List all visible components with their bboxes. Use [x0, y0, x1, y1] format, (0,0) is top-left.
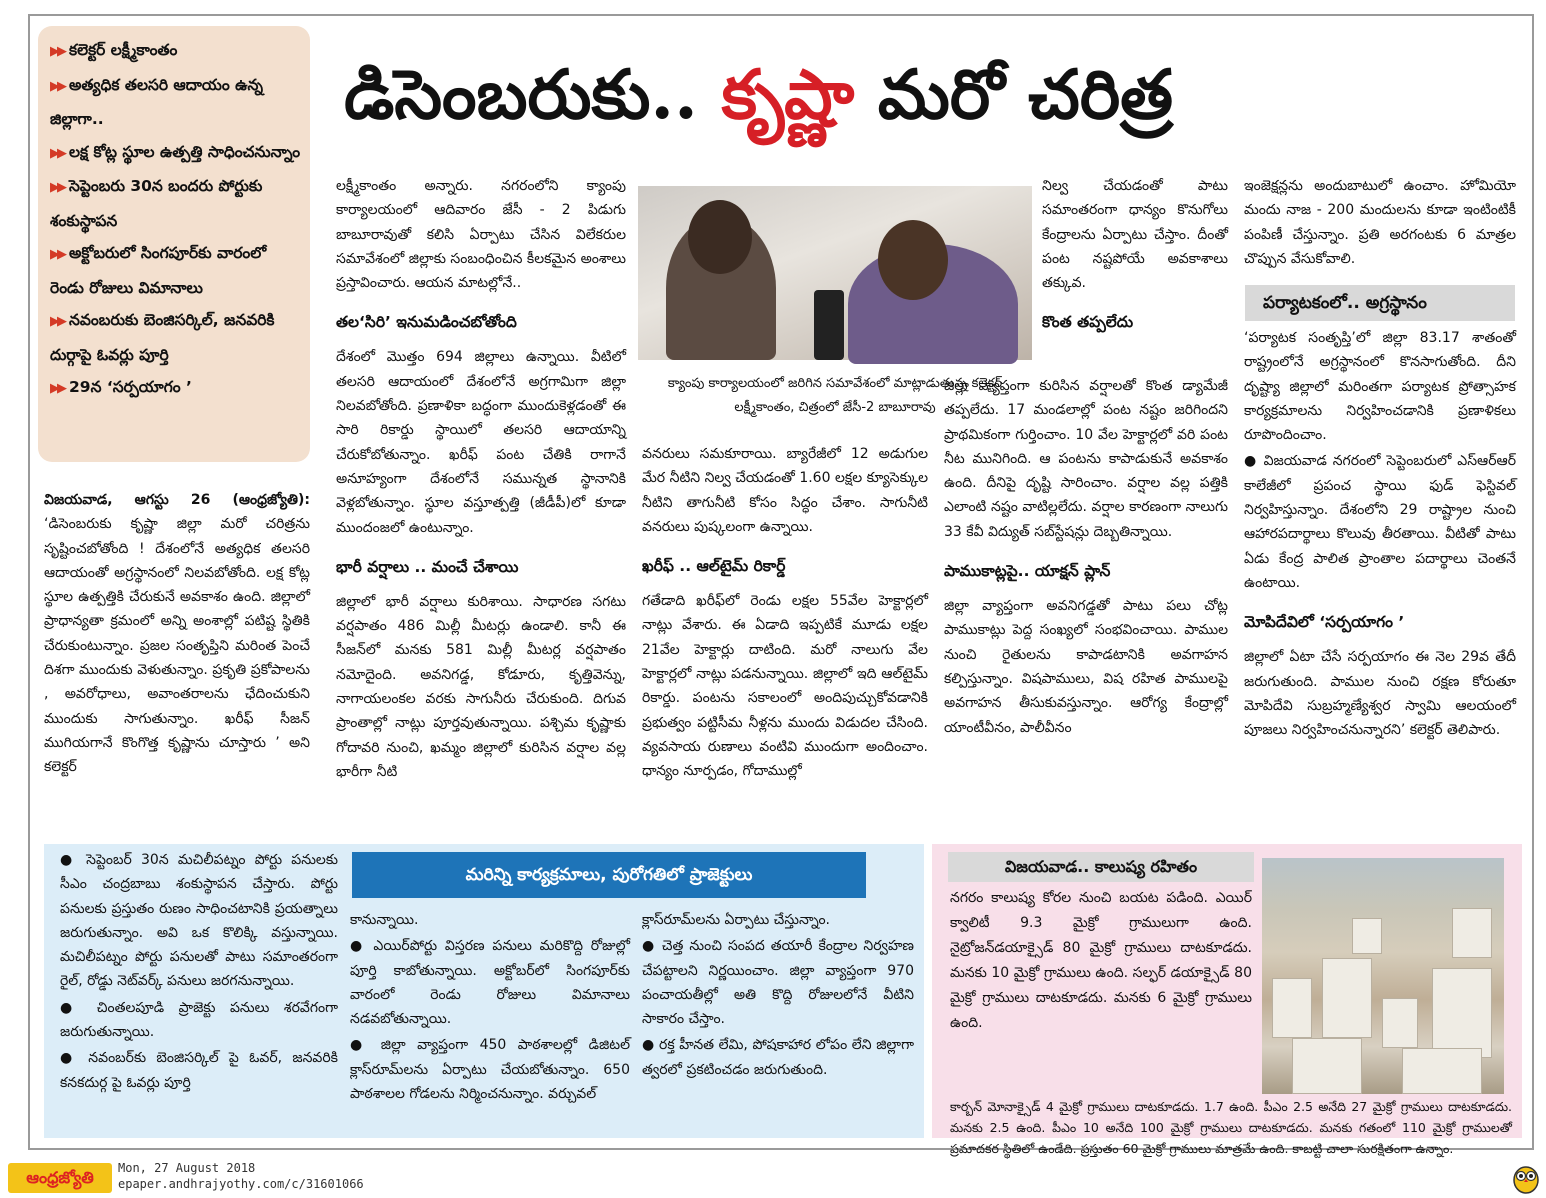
- project-item: కానున్నాయి.: [350, 912, 419, 928]
- article-text: వనరులు సమకూరాయి. బ్యారేజీలో 12 అడుగుల మేర నీటిని నిల్వ చేయడంతో 1.60 లక్షల క్యూసెక్కుల నీటిని తాగునీటి కోసం సిద్ధం చేశాం. సాగునీటి వనరులు పుష్కలంగా ఉన్నాయి.: [642, 446, 928, 535]
- edition-date: Mon, 27 August 2018: [118, 1161, 256, 1175]
- article-text: గతేడాది ఖరీఫ్‌లో రెండు లక్షల 55వేల హెక్టార్లలో నాట్లు వేశారు. ఈ ఏడాది ఇప్పటికే మూడు లక్షల 21వేల హెక్టార్లు దాటింది. మరో నాలుగు వేల హెక్టార్లలో నాట్లు పడనున్నాయి. జిల్లాలో ఇది ఆల్‌టైమ్ రికార్డు. పంటను సకాలంలో అందిపుచ్చుకోవడానికి ప్రభుత్వం పట్టిసీమ నీళ్లను ముందు విడుదల చేసింది. వ్యవసాయ రుణాలు వంటివి ముందుగా అందించాం. ధాన్యం నూర్పడం, గోదాముల్లో: [642, 593, 928, 780]
- pollution-text-narrow: నగరం కాలుష్య కోరల నుంచి బయట పడింది. ఎయిర్ క్వాలిటీ 9.3 మైక్రో గ్రాములుగా ఉంది. నైట్రోజన్‌డయాక్సైడ్ 80 మైక్రో గ్రాములు దాటకూడదు. మనకు 10 మైక్రో గ్రాములు ఉంది. సల్ఫర్ డయాక్సైడ్ 80 మైక్రో గ్రాములు దాటకూడదు. మనకు 6 మైక్రో గ్రాములు ఉంది.: [950, 890, 1252, 1031]
- highlight-item: ▶▶ నవంబరుకు బెంజిసర్కిల్, జనవరికి దుర్గాపై ఓవర్లు పూర్తి: [50, 311, 275, 364]
- article-text: జిల్లా వ్యాప్తంగా కురిసిన వర్షాలతో కొంత డ్యామేజీ తప్పలేదు. 17 మండలాల్లో పంట నష్టం జరిగిందని ప్రాథమికంగా గుర్తించాం. 10 వేల హెక్టార్లలో వరి పంట నీట మునిగింది. ఆ పంటను కాపాడుకునే అవకాశం ఉంది. దీనిపై దృష్టి సారించాం. వర్షాల వల్ల పత్తికి ఎలాంటి నష్టం వాటిల్లలేదు. వర్షాల కారణంగా నాలుగు 33 కేవీ విద్యుత్ సబ్‌స్టేషన్లు దెబ్బతిన్నాయి.: [944, 378, 1228, 540]
- project-item: క్లాస్‌రూమ్‌లను ఏర్పాటు చేస్తున్నాం.: [642, 912, 830, 928]
- article-column-5-top: [1244, 174, 1516, 278]
- projects-column-1: [60, 848, 338, 1132]
- project-item: ● చెత్త నుంచి సంపద తయారీ కేంద్రాల నిర్వహణ చేపట్టాలని నిర్ణయించాం. జిల్లా వ్యాప్తంగా 970 పంచాయతీల్లో అతి కొద్ది రోజులలోనే వీటిని సాకారం చేస్తాం.: [642, 938, 914, 1028]
- article-text: నిల్వ చేయడంతో పాటు సమాంతరంగా ధాన్యం కొనుగోలు కేంద్రాలను ఏర్పాటు చేస్తాం. దీంతో పంట నష్టపోయే అవకాశాలు తక్కువ.: [1042, 178, 1228, 292]
- projects-column-2: [350, 908, 630, 1134]
- project-item: ● నవంబర్‌కు బెంజిసర్కిల్ పై ఓవర్, జనవరికి కనకదుర్గ పై ఓవర్లు పూర్తి: [60, 1050, 338, 1091]
- highlight-item: ▶▶ కలెక్టర్ లక్ష్మీకాంతం: [50, 41, 178, 59]
- article-column-4: [944, 374, 1228, 834]
- projects-column-3: [642, 908, 914, 1134]
- article-text: ‘పర్యాటక సంతృప్తి’లో జిల్లా 83.17 శాతంతో రాష్ట్రంలోనే అగ్రస్థానంలో కొనసాగుతోంది. దీని దృష్ట్యా జిల్లాలో మరింతగా పర్యాటక ప్రోత్సాహక కార్యక్రమాలను నిర్వహించడానికి ప్రణాళికలు రూపొందించాం.: [1244, 330, 1516, 444]
- epaper-link[interactable]: epaper.andhrajyothy.com/c/31601066: [118, 1177, 364, 1191]
- highlight-item: ▶▶ సెప్టెంబరు 30న బందరు పోర్టుకు శంకుస్థాపన: [50, 177, 263, 230]
- dateline: విజయవాడ, ఆగస్టు 26 (ఆంధ్రజ్యోతి):: [44, 492, 310, 508]
- city-skyline-photo: [1262, 858, 1504, 1094]
- highlight-item: ▶▶ లక్ష కోట్ల స్థూల ఉత్పత్తి సాధించనున్నాం: [50, 142, 301, 161]
- person-head: [688, 200, 752, 274]
- subheading: భారీ వర్షాలు .. మంచే చేశాయి: [336, 557, 519, 576]
- project-item: ● చింతలపూడి ప్రాజెక్టు పనులు శరవేగంగా జరుగుతున్నాయి.: [60, 999, 338, 1041]
- article-column-5: [1244, 326, 1516, 836]
- article-text: దేశంలో మొత్తం 694 జిల్లాలు ఉన్నాయి. వీటిలో తలసరి ఆదాయంలో దేశంలోనే అగ్రగామిగా జిల్లా నిలవబోతోంది. ప్రణాళికా బద్ధంగా ముందుకెళ్లడంతో ఈ సారి రికార్డు స్థాయిలో తలసరి ఆదాయాన్ని చేరుకోబోతున్నాం. ఖరీఫ్ పంట చేతికి రాగానే అనూహ్యంగా దేశంలోనే సమున్నత స్థానానికి వెళ్లబోతున్నాం. స్థూల వస్తూత్పత్తి (జీడీపీ)లో కూడా ముందంజలో ఉంటున్నాం.: [336, 349, 626, 536]
- photo-caption: క్యాంపు కార్యాలయంలో జరిగిన సమావేశంలో మాట్లాడుతున్న కలెక్టర్ లక్ష్మీకాంతం, చిత్రంలో జేసీ-2 బాబూరావు: [667, 376, 1003, 415]
- highlight-item: ▶▶ 29న ‘సర్పయాగం ’: [50, 378, 192, 396]
- double-arrow-icon: ▶▶: [50, 180, 64, 195]
- double-arrow-icon: ▶▶: [50, 78, 64, 94]
- project-item: ● రక్త హీనత లేమి, పోషకాహార లోపం లేని జిల్లాగా త్వరలో ప్రకటించడం జరుగుతుంది.: [642, 1037, 914, 1078]
- subheading: పాముకాట్లపై.. యాక్షన్ ప్లాన్: [944, 562, 1111, 581]
- double-arrow-icon: ▶▶: [50, 145, 64, 161]
- pollution-box-title: విజయవాడ.. కాలుష్య రహితం: [948, 852, 1254, 882]
- double-arrow-icon: ▶▶: [50, 381, 64, 396]
- person-head: [878, 220, 948, 300]
- subheading: ఖరీఫ్ .. ఆల్‌టైమ్ రికార్డ్: [642, 557, 786, 576]
- project-item: ● జిల్లా వ్యాప్తంగా 450 పాఠశాలల్లో డిజిటల్ క్లాస్‌రూమ్‌లను ఏర్పాటు చేయబోతున్నాం. 650 పాఠశాలల గోడలను నిర్మించనున్నాం. వర్చువల్: [350, 1037, 630, 1103]
- headline: డిసెంబరుకు.. కృష్ణా మరో చరిత్ర: [344, 55, 1174, 135]
- article-text: జిల్లాలో ఏటా చేసే సర్పయాగం ఈ నెల 29వ తేదీ జరుగుతుంది. పాముల నుంచి రక్షణ కోరుతూ మోపిదేవి సుబ్రహ్మణ్యేశ్వర స్వామి ఆలయంలో పూజలు నిర్వహించనున్నారని’ కలెక్టర్ తెలిపారు.: [1244, 649, 1516, 739]
- microphone: [814, 290, 844, 360]
- article-text: జిల్లాలో భారీ వర్షాలు కురిశాయి. సాధారణ సగటు వర్షపాతం 486 మిల్లీ మీటర్లు ఉండాలి. కానీ ఈ సీజన్‌లో మనకు 581 మిల్లీ మీటర్ల వర్షపాతం నమోదైంది. అవనిగడ్డ, కోడూరు, కృత్తివెన్ను, నాగాయలంకల వరకు సాగునీరు చేరుకుంది. దిగువ ప్రాంతాల్లో నాట్లు పూర్తవుతున్నాయి. పశ్చిమ కృష్ణాకు గోదావరి నుంచి, ఖమ్మం జిల్లాలో కురిసిన వర్షాల వల్ల భారీగా నీటి: [336, 593, 626, 780]
- subheading: తల‘సిరి’ ఇనుమడించబోతోంది: [336, 313, 517, 332]
- highlights-box: [38, 26, 310, 462]
- project-item: ● సెప్టెంబర్ 30న మచిలీపట్నం పోర్టు పనులకు సీఎం చంద్రబాబు శంకుస్థాపన చేస్తారు. పోర్టు పనులకు ప్రస్తుతం రుణం సాధించటానికి ప్రయత్నాలు జరుగుతున్నాం. అవి ఒక కొలిక్కి వస్తున్నాయి. మచిలీపట్నం పోర్టు పనులతో పాటు సమాంతరంగా రైల్, రోడ్డు నెట్‌వర్క్ పనులు జరగనున్నాయి.: [60, 852, 338, 990]
- pollution-text-wide: కార్బన్ మోనాక్సైడ్ 4 మైక్రో గ్రాములు దాటకూడదు. 1.7 ఉంది. పీఎం 2.5 అనేది 27 మైక్రో గ్రాములు దాటకూడదు. మనకు 2.5 ఉంది. పీఎం 10 అనేది 100 మైక్రో గ్రాములు దాటకూడదు. మనకు గతంలో 110 మైక్రో గ్రాములతో ప్రమాదకర స్థితిలో ఉండేది. ప్రస్తుతం 60 మైక్రో గ్రాములు మాత్రమే ఉంది. కాబట్టి చాలా సురక్షితంగా ఉన్నాం.: [950, 1099, 1512, 1156]
- press-meet-photo: [638, 186, 1032, 360]
- article-text: జిల్లా వ్యాప్తంగా అవనిగడ్డతో పాటు పలు చోట్ల పాముకాట్లు పెద్ద సంఖ్యలో సంభవించాయి. పాముల నుంచి రైతులను కాపాడటానికి అవగాహన కల్పిస్తున్నాం. విషపాములు, విష రహిత పాములపై అవగాహన తీసుకువస్తున్నాం. ఆరోగ్య కేంద్రాల్లో యాంటీవీనం, పాలీవీనం: [944, 598, 1228, 736]
- subheading: మోపిదేవిలో ‘సర్పయాగం ’: [1244, 613, 1405, 632]
- subheading-tourism: పర్యాటకంలో.. అగ్రస్థానం: [1245, 285, 1515, 321]
- footer-info: [118, 1160, 364, 1192]
- article-column-1: [44, 488, 310, 834]
- highlight-item: ▶▶ అక్టోబరులో సింగపూర్‌కు వారంలో రెండు రోజులు విమానాలు: [50, 244, 267, 297]
- article-column-3: [642, 442, 928, 834]
- highlight-item: ▶▶ అత్యధిక తలసరి ఆదాయం ఉన్న జిల్లాగా..: [50, 75, 263, 128]
- article-text: ఇంజెక్షన్లను అందుబాటులో ఉంచాం. హోమియో మందు నాజ - 200 మందులను కూడా ఇంటింటికీ పంపిణీ చేస్తున్నాం. ప్రతి అరగంటకు 6 మాత్రల చొప్పున వేసుకోవాలి.: [1244, 178, 1516, 267]
- double-arrow-icon: ▶▶: [50, 314, 64, 329]
- project-item: ● ఎయిర్‌పోర్టు విస్తరణ పనులు మరికొద్ది రోజుల్లో పూర్తి కాబోతున్నాయి. అక్టోబర్‌లో సింగపూర్‌కు వారంలో రెండు రోజులు విమానాలు నడవబోతున్నాయి.: [350, 938, 630, 1028]
- double-arrow-icon: ▶▶: [50, 247, 64, 262]
- double-arrow-icon: ▶▶: [50, 44, 64, 59]
- article-column-2: [336, 174, 626, 834]
- article-text: ● విజయవాడ నగరంలో సెప్టెంబరులో ఎస్ఆర్ఆర్ కాలేజీలో ప్రపంచ స్థాయి ఫుడ్ ఫెస్టివల్ నిర్వహిస్తున్నాం. దేశంలోని 29 రాష్ట్రాల నుంచి ఆహారపదార్థాలు కొలువు తీరతాయి. వీటితో పాటు ఏడు కేంద్ర పాలిత ప్రాంతాల పదార్థాలు చెంతనే ఉంటాయి.: [1244, 453, 1516, 591]
- subheading: కొంత తప్పలేదు: [1042, 313, 1134, 332]
- owl-icon: [1512, 1162, 1540, 1194]
- article-column-4-top: [1042, 174, 1228, 374]
- article-text: లక్ష్మీకాంతం అన్నారు. నగరంలోని క్యాంపు కార్యాలయంలో ఆదివారం జేసీ - 2 పిడుగు బాబూరావుతో కలిసి ఏర్పాటు చేసిన విలేకరుల సమావేశంలో జిల్లాకు సంబంధించిన కీలకమైన అంశాలు ప్రస్తావించారు. ఆయన మాటల్లోనే..: [336, 178, 626, 292]
- article-text: ‘డిసెంబరుకు కృష్ణా జిల్లా మరో చరిత్రను సృష్టించబోతోంది ! దేశంలోనే అత్యధిక తలసరి ఆదాయంతో అగ్రస్థానంలో నిలవబోతోంది. లక్ష కోట్ల స్థూల ఉత్పత్తికి చేరుకునే అవకాశం ఉంది. జిల్లాలో ప్రాధాన్యతా క్రమంలో అన్ని అంశాల్లో పటిష్ట స్థితికి చేరుకుంటున్నాం. ప్రజల సంతృప్తిని మరింత పెంచే దిశగా ముందుకు వెళుతున్నాం. ప్రకృతి ప్రకోపాలను , అవరోధాలు, అవాంతరాలను ఛేదించుకుని ముందుకు సాగుతున్నాం. ఖరీఫ్ సీజన్ ముగియగానే కొంగొత్త కృష్ణాను చూస్తారు ’ అని కలెక్టర్: [44, 516, 310, 776]
- andhrajyothy-logo: ఆంధ్రజ్యోతి: [8, 1163, 112, 1193]
- projects-box-title: మరిన్ని కార్యక్రమాలు, పురోగతిలో ప్రాజెక్టులు: [352, 852, 866, 898]
